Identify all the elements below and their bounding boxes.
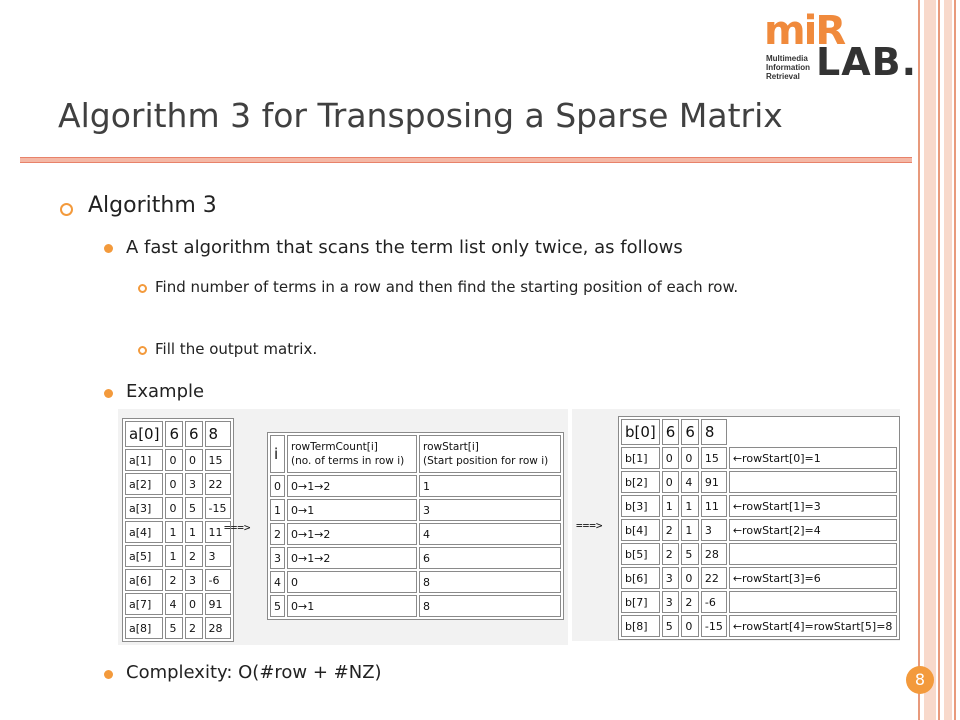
row-start-annotation: ←rowStart[4]=rowStart[5]=8 [729,615,897,637]
bullet-dot-icon [104,244,113,253]
table-cell: a[0] [125,421,163,447]
table-cell: 0 [165,449,183,471]
table-cell: 28 [205,617,231,639]
table-cell: 2 [662,519,680,541]
bullet-dot-icon [104,670,113,679]
title-divider [20,157,912,163]
table-cell: b[6] [621,567,660,589]
table-cell: 11 [701,495,727,517]
table-cell: 22 [205,473,231,495]
table-a [122,418,234,642]
table-cell: 0 [165,473,183,495]
table-cell: 3 [185,473,203,495]
table-cell: 4 [681,471,699,493]
table-cell: a[5] [125,545,163,567]
table-row [125,521,231,543]
table-cell: 15 [701,447,727,469]
table-cell: 8 [419,595,561,617]
table-cell: 2 [681,591,699,613]
table-cell: 8 [419,571,561,593]
bullet-complexity: Complexity: O(#row + #NZ) [126,662,382,683]
arrow-text: ===> [224,521,251,534]
table-cell: b[0] [621,419,660,445]
bullet-ring-icon [60,203,73,216]
table-cell: b[1] [621,447,660,469]
table-cell: 3 [205,545,231,567]
table-cell: 3 [662,567,680,589]
logo-mir: miR [764,8,845,54]
table-row [270,475,561,497]
table-cell: 5 [681,543,699,565]
table-row [621,615,897,637]
header-line: (no. of terms in row i) [291,455,405,467]
decor-stripe [938,0,940,720]
table-row [621,591,897,613]
table-cell: 4 [270,571,285,593]
table-cell: 3 [419,499,561,521]
row-start-annotation: ←rowStart[0]=1 [729,447,897,469]
table-cell: 0 [681,615,699,637]
logo-sub-line: Multimedia [766,54,808,63]
table-header-cell [287,435,417,473]
table-cell: a[2] [125,473,163,495]
table-row [621,447,897,469]
table-cell: 6 [419,547,561,569]
bullet-dot-icon [104,389,113,398]
bullet-ring-icon [138,284,147,293]
table-cell: 0 [185,449,203,471]
table-cell: 1 [681,495,699,517]
table-cell: 2 [662,543,680,565]
table-cell: 0 [662,471,680,493]
table-header-row [125,421,231,447]
table-cell: 3 [270,547,285,569]
table-cell: 8 [701,419,727,445]
table-cell: 0 [165,497,183,519]
table-cell: a[3] [125,497,163,519]
bullet-example: Example [126,381,205,402]
table-row [621,471,897,493]
table-cell: a[6] [125,569,163,591]
table-cell: a[4] [125,521,163,543]
decor-stripe [924,0,936,720]
table-cell: 0→1→2 [287,523,417,545]
table-row [270,547,561,569]
table-header-row [270,435,561,473]
logo-sub-line: Information [766,63,810,72]
table-header-row [621,419,897,445]
table-cell: a[7] [125,593,163,615]
slide-title: Algorithm 3 for Transposing a Sparse Matrix [58,96,783,135]
heading-algorithm-3: Algorithm 3 [88,193,217,218]
table-row [621,519,897,541]
table-cell: 0 [270,475,285,497]
table-cell: 2 [185,545,203,567]
table-cell: 5 [185,497,203,519]
table-header-cell: i [270,435,285,473]
decor-stripe [944,0,952,720]
table-b [618,416,900,640]
table-cell: 2 [185,617,203,639]
page-number-badge: 8 [906,666,934,694]
table-cell: 91 [205,593,231,615]
row-start-annotation: ←rowStart[1]=3 [729,495,897,517]
header-line: rowTermCount[i] [291,441,378,453]
table-cell: 3 [701,519,727,541]
table-cell: a[8] [125,617,163,639]
table-row [125,617,231,639]
table-cell: 3 [662,591,680,613]
table-cell: 3 [185,569,203,591]
row-start-annotation [729,543,897,565]
table-header-cell [419,435,561,473]
table-cell: 0→1→2 [287,475,417,497]
table-cell: 6 [662,419,680,445]
table-cell: 1 [419,475,561,497]
table-row [125,449,231,471]
table-cell: 2 [165,569,183,591]
table-cell: 22 [701,567,727,589]
table-row [621,495,897,517]
table-cell: 1 [165,545,183,567]
table-cell: 8 [205,421,231,447]
table-row [125,593,231,615]
table-row [621,543,897,565]
table-row [125,473,231,495]
table-cell: b[8] [621,615,660,637]
table-cell: 6 [185,421,203,447]
table-cell: 2 [270,523,285,545]
table-cell: 15 [205,449,231,471]
table-cell: -15 [701,615,727,637]
table-cell: b[5] [621,543,660,565]
table-row [125,497,231,519]
table-cell: 0 [185,593,203,615]
table-cell: 0→1 [287,595,417,617]
row-start-annotation [729,471,897,493]
table-cell: 1 [165,521,183,543]
table-cell: 0 [662,447,680,469]
arrow-text: ===> [576,519,603,532]
table-row [125,545,231,567]
table-cell: 4 [419,523,561,545]
table-cell: 0 [287,571,417,593]
table-cell: b[3] [621,495,660,517]
header-line: rowStart[i] [423,441,479,453]
table-row [125,569,231,591]
table-cell: b[4] [621,519,660,541]
table-cell: 1 [185,521,203,543]
table-cell: 5 [270,595,285,617]
row-start-annotation [729,591,897,613]
logo-lab: LAB. [816,40,918,84]
table-cell: 0 [681,567,699,589]
table-cell: 28 [701,543,727,565]
table-row [270,499,561,521]
table-cell: 1 [270,499,285,521]
bullet-ring-icon [138,346,147,355]
mirlab-logo [764,8,918,84]
table-cell: 0→1→2 [287,547,417,569]
table-cell: -6 [205,569,231,591]
table-cell: 0→1 [287,499,417,521]
table-row [270,523,561,545]
table-cell: 5 [662,615,680,637]
decor-stripe [918,0,920,720]
decor-stripe [954,0,956,720]
table-cell: 6 [165,421,183,447]
table-row [270,571,561,593]
table-cell: 0 [681,447,699,469]
table-cell: 1 [662,495,680,517]
table-cell: -15 [205,497,231,519]
table-cell: 11 [205,521,231,543]
table-cell: 91 [701,471,727,493]
table-row [270,595,561,617]
row-start-annotation: ←rowStart[3]=6 [729,567,897,589]
table-cell: b[7] [621,591,660,613]
logo-subtitle [766,54,810,81]
table-cell: -6 [701,591,727,613]
row-start-annotation: ←rowStart[2]=4 [729,519,897,541]
header-line: (Start position for row i) [423,455,549,467]
bullet-fast-algorithm: A fast algorithm that scans the term list only twice, as follows [126,237,683,258]
table-cell: a[1] [125,449,163,471]
logo-sub-line: Retrieval [766,72,800,81]
table-row [621,567,897,589]
table-cell: b[2] [621,471,660,493]
table-cell: 4 [165,593,183,615]
table-cell: 5 [165,617,183,639]
table-cell: 1 [681,519,699,541]
sub-bullet-fill-output: Fill the output matrix. [155,340,318,358]
table-cell: 6 [681,419,699,445]
table-row-start [267,432,564,620]
sub-bullet-find-terms: Find number of terms in a row and then find the starting position of each row. [155,278,739,296]
